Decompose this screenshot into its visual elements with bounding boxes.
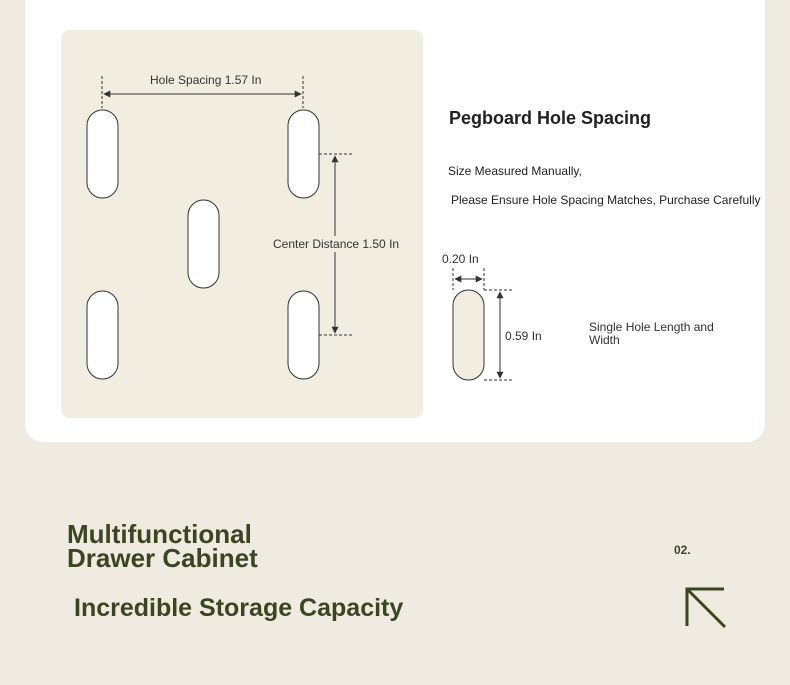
section-heading [67, 519, 258, 573]
hole-width-label: 0.20 In [442, 252, 479, 266]
heading-line-1: Multifunctional [67, 519, 252, 549]
section-number: 02. [674, 543, 691, 557]
hole-center [188, 200, 219, 288]
hole-top-left [87, 110, 118, 198]
hole-diagram [25, 0, 765, 442]
note-line-2: Please Ensure Hole Spacing Matches, Purchase Carefully [451, 193, 761, 207]
heading-line-2: Drawer Cabinet [67, 543, 258, 573]
section-subheading: Incredible Storage Capacity [74, 594, 404, 622]
hole-bottom-left [87, 291, 118, 379]
single-hole-label: Single Hole Length and Width [589, 320, 714, 347]
hole-length-label: 0.59 In [505, 329, 542, 343]
hole-bottom-right [288, 291, 319, 379]
hole-spacing-label: Hole Spacing 1.57 In [150, 73, 262, 87]
single-hole-sample [453, 290, 484, 380]
spec-card [25, 0, 765, 442]
note-line-1: Size Measured Manually, [448, 164, 582, 178]
spec-title: Pegboard Hole Spacing [449, 108, 652, 128]
hole-top-right [288, 110, 319, 198]
center-distance-label: Center Distance 1.50 In [273, 237, 400, 251]
arrow-up-left-icon [684, 585, 730, 631]
